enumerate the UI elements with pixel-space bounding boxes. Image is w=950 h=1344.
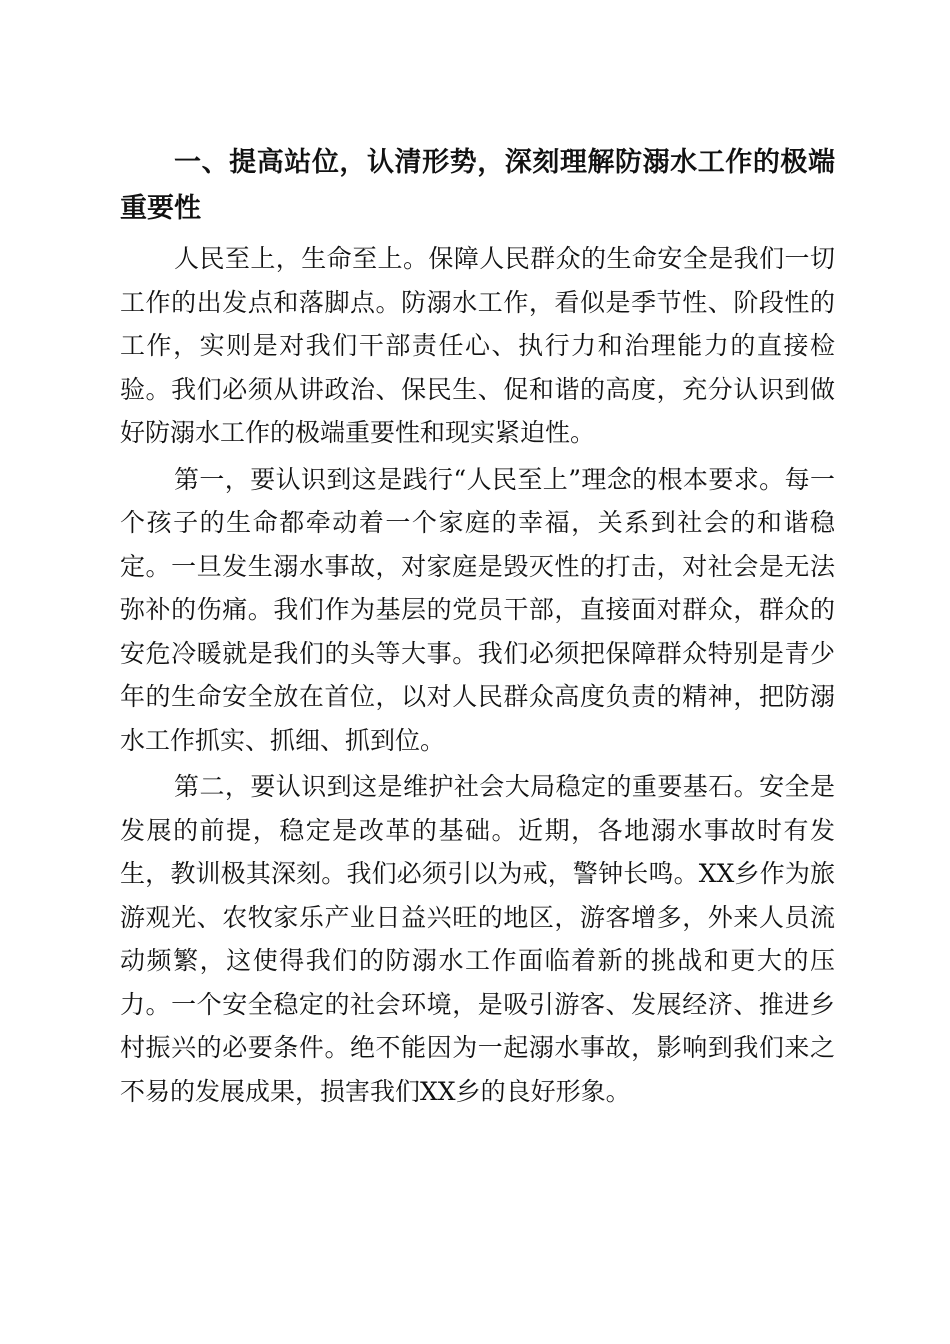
paragraph-second-point: 第二，要认识到这是维护社会大局稳定的重要基石。安全是发展的前提，稳定是改革的基础。近期，各地溺水事故时有发生，教训极其深刻。我们必须引以为戒，警钟长鸣。XX乡作为旅游观光、农牧家乐产业日益兴旺的地区，游客增多，外来人员流动频繁，这使得我们的防溺水工作面临着新的挑战和更大的压力。一个安全稳定的社会环境，是吸引游客、发展经济、推进乡村振兴的必要条件。绝不能因为一起溺水事故，影响到我们来之不易的发展成果，损害我们XX乡的良好形象。 (120, 772, 835, 1106)
section-heading: 一、提高站位，认清形势，深刻理解防溺水工作的极端重要性 (120, 147, 835, 224)
paragraph-intro: 人民至上，生命至上。保障人民群众的生命安全是我们一切工作的出发点和落脚点。防溺水工作，看似是季节性、阶段性的工作，实则是对我们干部责任心、执行力和治理能力的直接检验。我们必须从讲政治、保民生、促和谐的高度，充分认识到做好防溺水工作的极端重要性和现实紧迫性。 (120, 244, 835, 447)
paragraph-first-point: 第一，要认识到这是践行“人民至上”理念的根本要求。每一个孩子的生命都牵动着一个家庭的幸福，关系到社会的和谐稳定。一旦发生溺水事故，对家庭是毁灭性的打击，对社会是无法弥补的伤痛。我们作为基层的党员干部，直接面对群众，群众的安危冷暖就是我们的头等大事。我们必须把保障群众特别是青少年的生命安全放在首位，以对人民群众高度负责的精神，把防溺水工作抓实、抓细、抓到位。 (120, 464, 835, 755)
document-body (120, 140, 835, 1116)
